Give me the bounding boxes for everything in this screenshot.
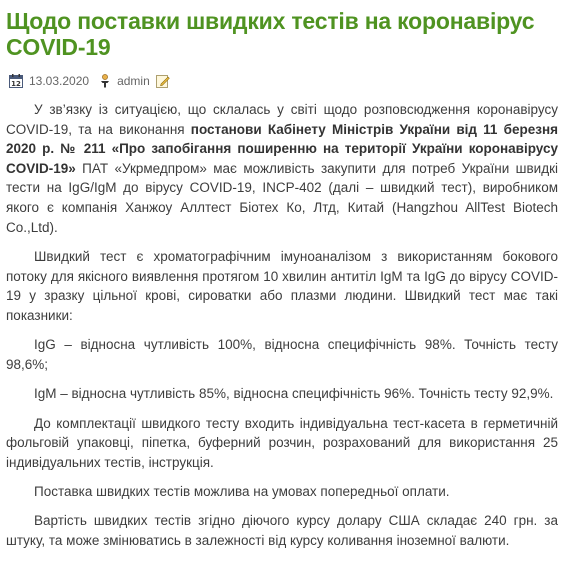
article-body — [6, 100, 558, 551]
article-author-link[interactable]: admin — [117, 74, 150, 88]
article — [6, 8, 558, 560]
pencil-icon[interactable] — [156, 74, 170, 88]
paragraph-1: У зв’язку із ситуацією, що склалась у світі щодо розповсюдження коронавірусу COVID-19, та на виконання постанови Кабінету Міністрів України від 11 березня 2020 р. № 211 «Про запобігання поширенню на території України коронавірусу COVID-19» ПАТ «Укрмедпром» має можливість закупити для потреб України швидкі тести на IgG/IgM до вірусу COVID-19, INCP-402 (далі – швидкий тест), виробником якого є компанія Ханжоу Аллтест Біотех Ко, Лтд, Китай (Hangzhou AllTest Biotech Co.,Ltd). — [6, 102, 558, 235]
calendar-icon — [9, 74, 23, 88]
paragraph-price: Вартість швидких тестів згідно діючого курсу долару США складає 240 грн. за штуку, та може змінюватись в залежності від курсу коливання іноземної валюти. — [6, 513, 558, 549]
paragraph-igg: IgG – відносна чутливість 100%, відносна специфічність 98%. Точність тесту 98,6%; — [6, 337, 558, 372]
calendar-day: 12 — [11, 80, 21, 88]
paragraph-2: Швидкий тест є хроматографічним імуноаналізом з використанням бокового потоку для якісного виявлення протягом 10 хвилин антитіл IgM та IgG до вірусу COVID-19 у зразку цільної крові, сироватки або плазми людини. Швидкий тест має такі показники: — [6, 248, 558, 323]
person-icon — [99, 74, 111, 88]
paragraph-igm: IgM – відносна чутливість 85%, відносна специфічність 96%. Точність тесту 92,9%. — [34, 386, 554, 402]
article-title: Щодо поставки швидких тестів на коронавірус COVID-19 — [6, 8, 535, 60]
article-date: 13.03.2020 — [29, 74, 90, 88]
paragraph-kit: До комплектації швидкого тесту входить індивідуальна тест-касета в герметичній фольговій упаковці, піпетка, буферний розчин, розрахований для використання 25 індивідуальних тестів, інструкція. — [6, 415, 558, 470]
decree-reference: постанови Кабінету Міністрів України від 11 березня 2020 р. № 211 «Про запобігання поширенню на території України коронавірусу COVID-19» — [6, 121, 558, 176]
article-meta — [6, 72, 558, 90]
paragraph-payment: Поставка швидких тестів можлива на умовах попередньої оплати. — [34, 484, 450, 500]
